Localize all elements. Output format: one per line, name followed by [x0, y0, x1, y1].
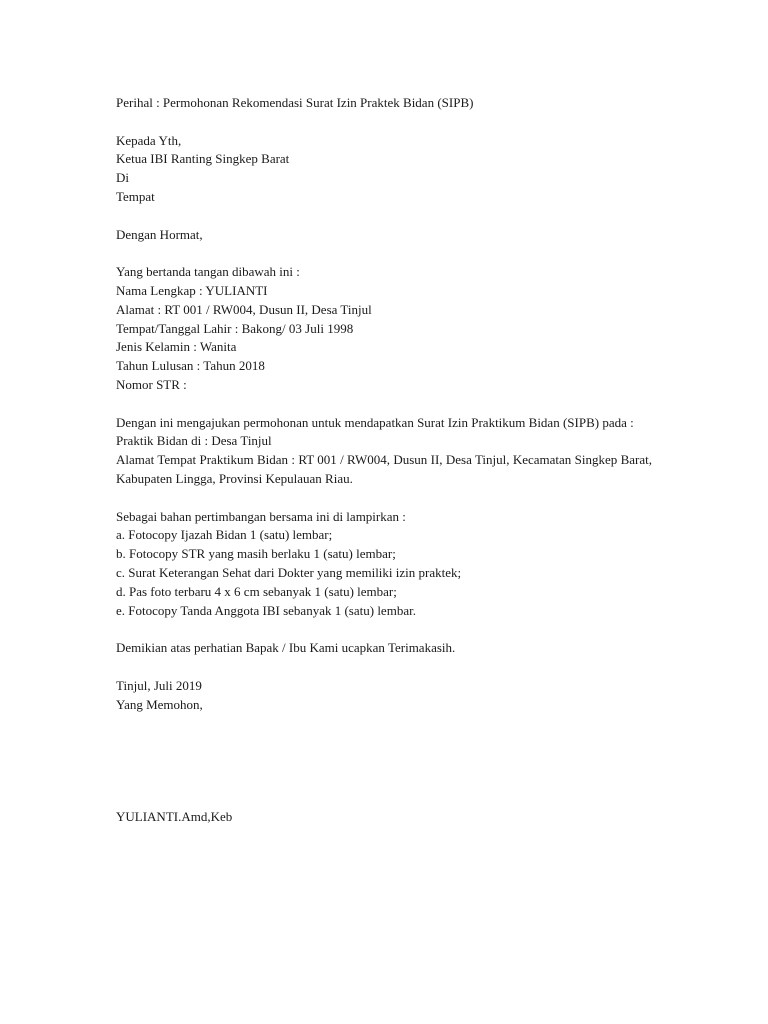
practice-address: Alamat Tempat Praktikum Bidan : RT 001 / RW004, Dusun II, Desa Tinjul, Kecamatan Singkep Barat, Kabupaten Lingga, Provinsi Kepulauan Riau. — [116, 452, 652, 486]
recipient-line: Ketua IBI Ranting Singkep Barat — [116, 151, 290, 167]
letter-body — [116, 94, 652, 827]
greeting: Dengan Hormat, — [116, 226, 203, 242]
attachment-item: a. Fotocopy Ijazah Bidan 1 (satu) lembar; — [116, 527, 333, 543]
signature-space — [116, 714, 652, 808]
practice-location: Praktik Bidan di : Desa Tinjul — [116, 433, 272, 449]
subject-line: Perihal : Permohonan Rekomendasi Surat Izin Praktek Bidan (SIPB) — [116, 95, 474, 110]
applicant-graduation: Tahun Lulusan : Tahun 2018 — [116, 358, 265, 374]
attachment-item: e. Fotocopy Tanda Anggota IBI sebanyak 1 (satu) lembar. — [116, 602, 416, 618]
place-date: Tinjul, Juli 2019 — [116, 677, 202, 693]
applicant-address: Alamat : RT 001 / RW004, Dusun II, Desa Tinjul — [116, 301, 372, 317]
request-paragraph: Dengan ini mengajukan permohonan untuk mendapatkan Surat Izin Praktikum Bidan (SIPB) pada : — [116, 414, 634, 430]
applicant-birth: Tempat/Tanggal Lahir : Bakong/ 03 Juli 1998 — [116, 320, 354, 336]
recipient-line: Di — [116, 170, 129, 186]
applicant-intro: Yang bertanda tangan dibawah ini : — [116, 264, 300, 280]
applicant-gender: Jenis Kelamin : Wanita — [116, 339, 237, 355]
applicant-str-number: Nomor STR : — [116, 376, 187, 392]
recipient-line: Kepada Yth, — [116, 132, 182, 148]
attachment-item: d. Pas foto terbaru 4 x 6 cm sebanyak 1 (satu) lembar; — [116, 583, 397, 599]
attachment-item: b. Fotocopy STR yang masih berlaku 1 (satu) lembar; — [116, 546, 396, 562]
attachment-item: c. Surat Keterangan Sehat dari Dokter yang memiliki izin praktek; — [116, 564, 462, 580]
attachments-intro: Sebagai bahan pertimbangan bersama ini di lampirkan : — [116, 508, 406, 524]
closing-line: Demikian atas perhatian Bapak / Ibu Kami ucapkan Terimakasih. — [116, 640, 456, 656]
recipient-line: Tempat — [116, 188, 155, 204]
signature-name: YULIANTI.Amd,Keb — [116, 809, 233, 825]
applicant-name: Nama Lengkap : YULIANTI — [116, 282, 268, 298]
applicant-label: Yang Memohon, — [116, 696, 203, 712]
